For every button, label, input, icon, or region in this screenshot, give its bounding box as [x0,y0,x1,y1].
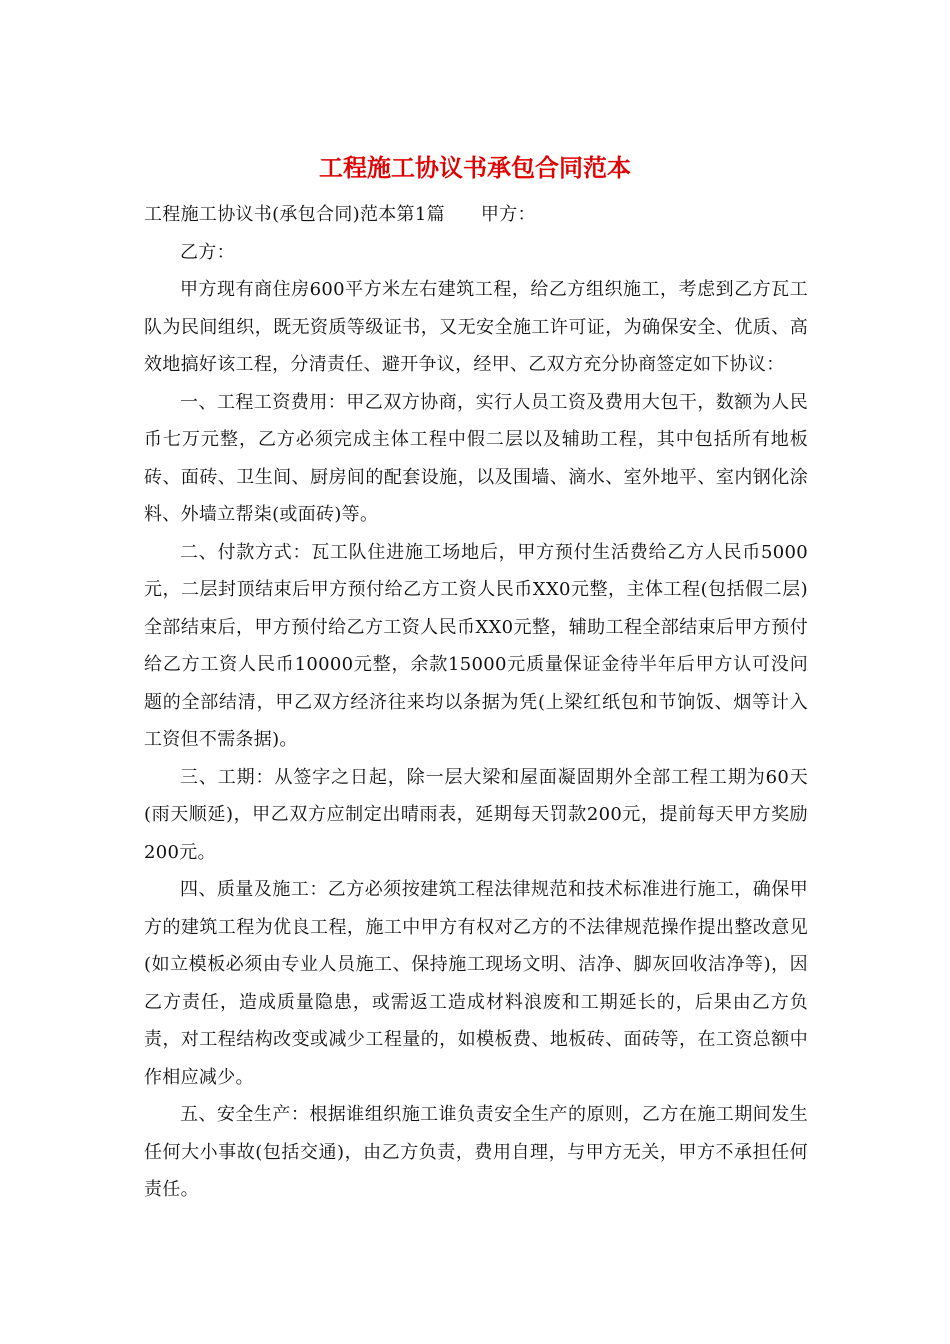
paragraph-clause-1: 一、工程工资费用：甲乙双方协商，实行人员工资及费用大包干，数额为人民币七万元整，乙方必须完成主体工程中假二层以及辅助工程，其中包括所有地板砖、面砖、卫生间、厨房间的配套设施，以及围墙、滴水、室外地平、室内钢化涂料、外墙立帮柒(或面砖)等。 [144,391,808,525]
paragraph-clause-5: 五、安全生产：根据谁组织施工谁负责安全生产的原则，乙方在施工期间发生任何大小事故(包括交通)，由乙方负责，费用自理，与甲方无关，甲方不承担任何责任。 [144,1104,808,1200]
party-b-label: 乙方： [180,241,235,263]
document-title: 工程施工协议书承包合同范本 [319,153,631,182]
paragraph-clause-4: 四、质量及施工：乙方必须按建筑工程法律规范和技术标准进行施工，确保甲方的建筑工程为优良工程，施工中甲方有权对乙方的不法律规范操作提出整改意见(如立模板必须由专业人员施工、保持施工现场文明、洁净、脚灰回收洁净等)，因乙方责任，造成质量隐患，或需返工造成材料浪废和工期延长的，后果由乙方负责，对工程结构改变或减少工程量的，如模板费、地板砖、面砖等，在工资总额中作相应减少。 [144,879,808,1088]
paragraph-intro: 甲方现有商住房600平方米左右建筑工程，给乙方组织施工，考虑到乙方瓦工队为民间组织，既无资质等级证书，又无安全施工许可证，为确保安全、优质、高效地搞好该工程，分清责任、避开争议，经甲、乙双方充分协商签定如下协议： [144,279,808,375]
part-label: 工程施工协议书(承包合同)范本第1篇 [144,204,445,225]
document-body [144,196,808,1209]
party-a-label: 甲方： [480,204,536,225]
heading-line [144,196,808,234]
paragraph-clause-3: 三、工期：从签字之日起，除一层大梁和屋面凝固期外全部工程工期为60天(雨天顺延)，甲乙双方应制定出晴雨表，延期每天罚款200元，提前每天甲方奖励200元。 [144,766,808,863]
paragraph-clause-2: 二、付款方式：瓦工队住进施工场地后，甲方预付生活费给乙方人民币5000元，二层封顶结束后甲方预付给乙方工资人民币XX0元整，主体工程(包括假二层)全部结束后，甲方预付给乙方工资人民币XX0元整，辅助工程全部结束后甲方预付给乙方工资人民币10000元整，余款15000元质量保证金待半年后甲方认可没问题的全部结清，甲乙双方经济往来均以条据为凭(上梁红纸包和节饷饭、烟等计入工资但不需条据)。 [144,541,808,750]
